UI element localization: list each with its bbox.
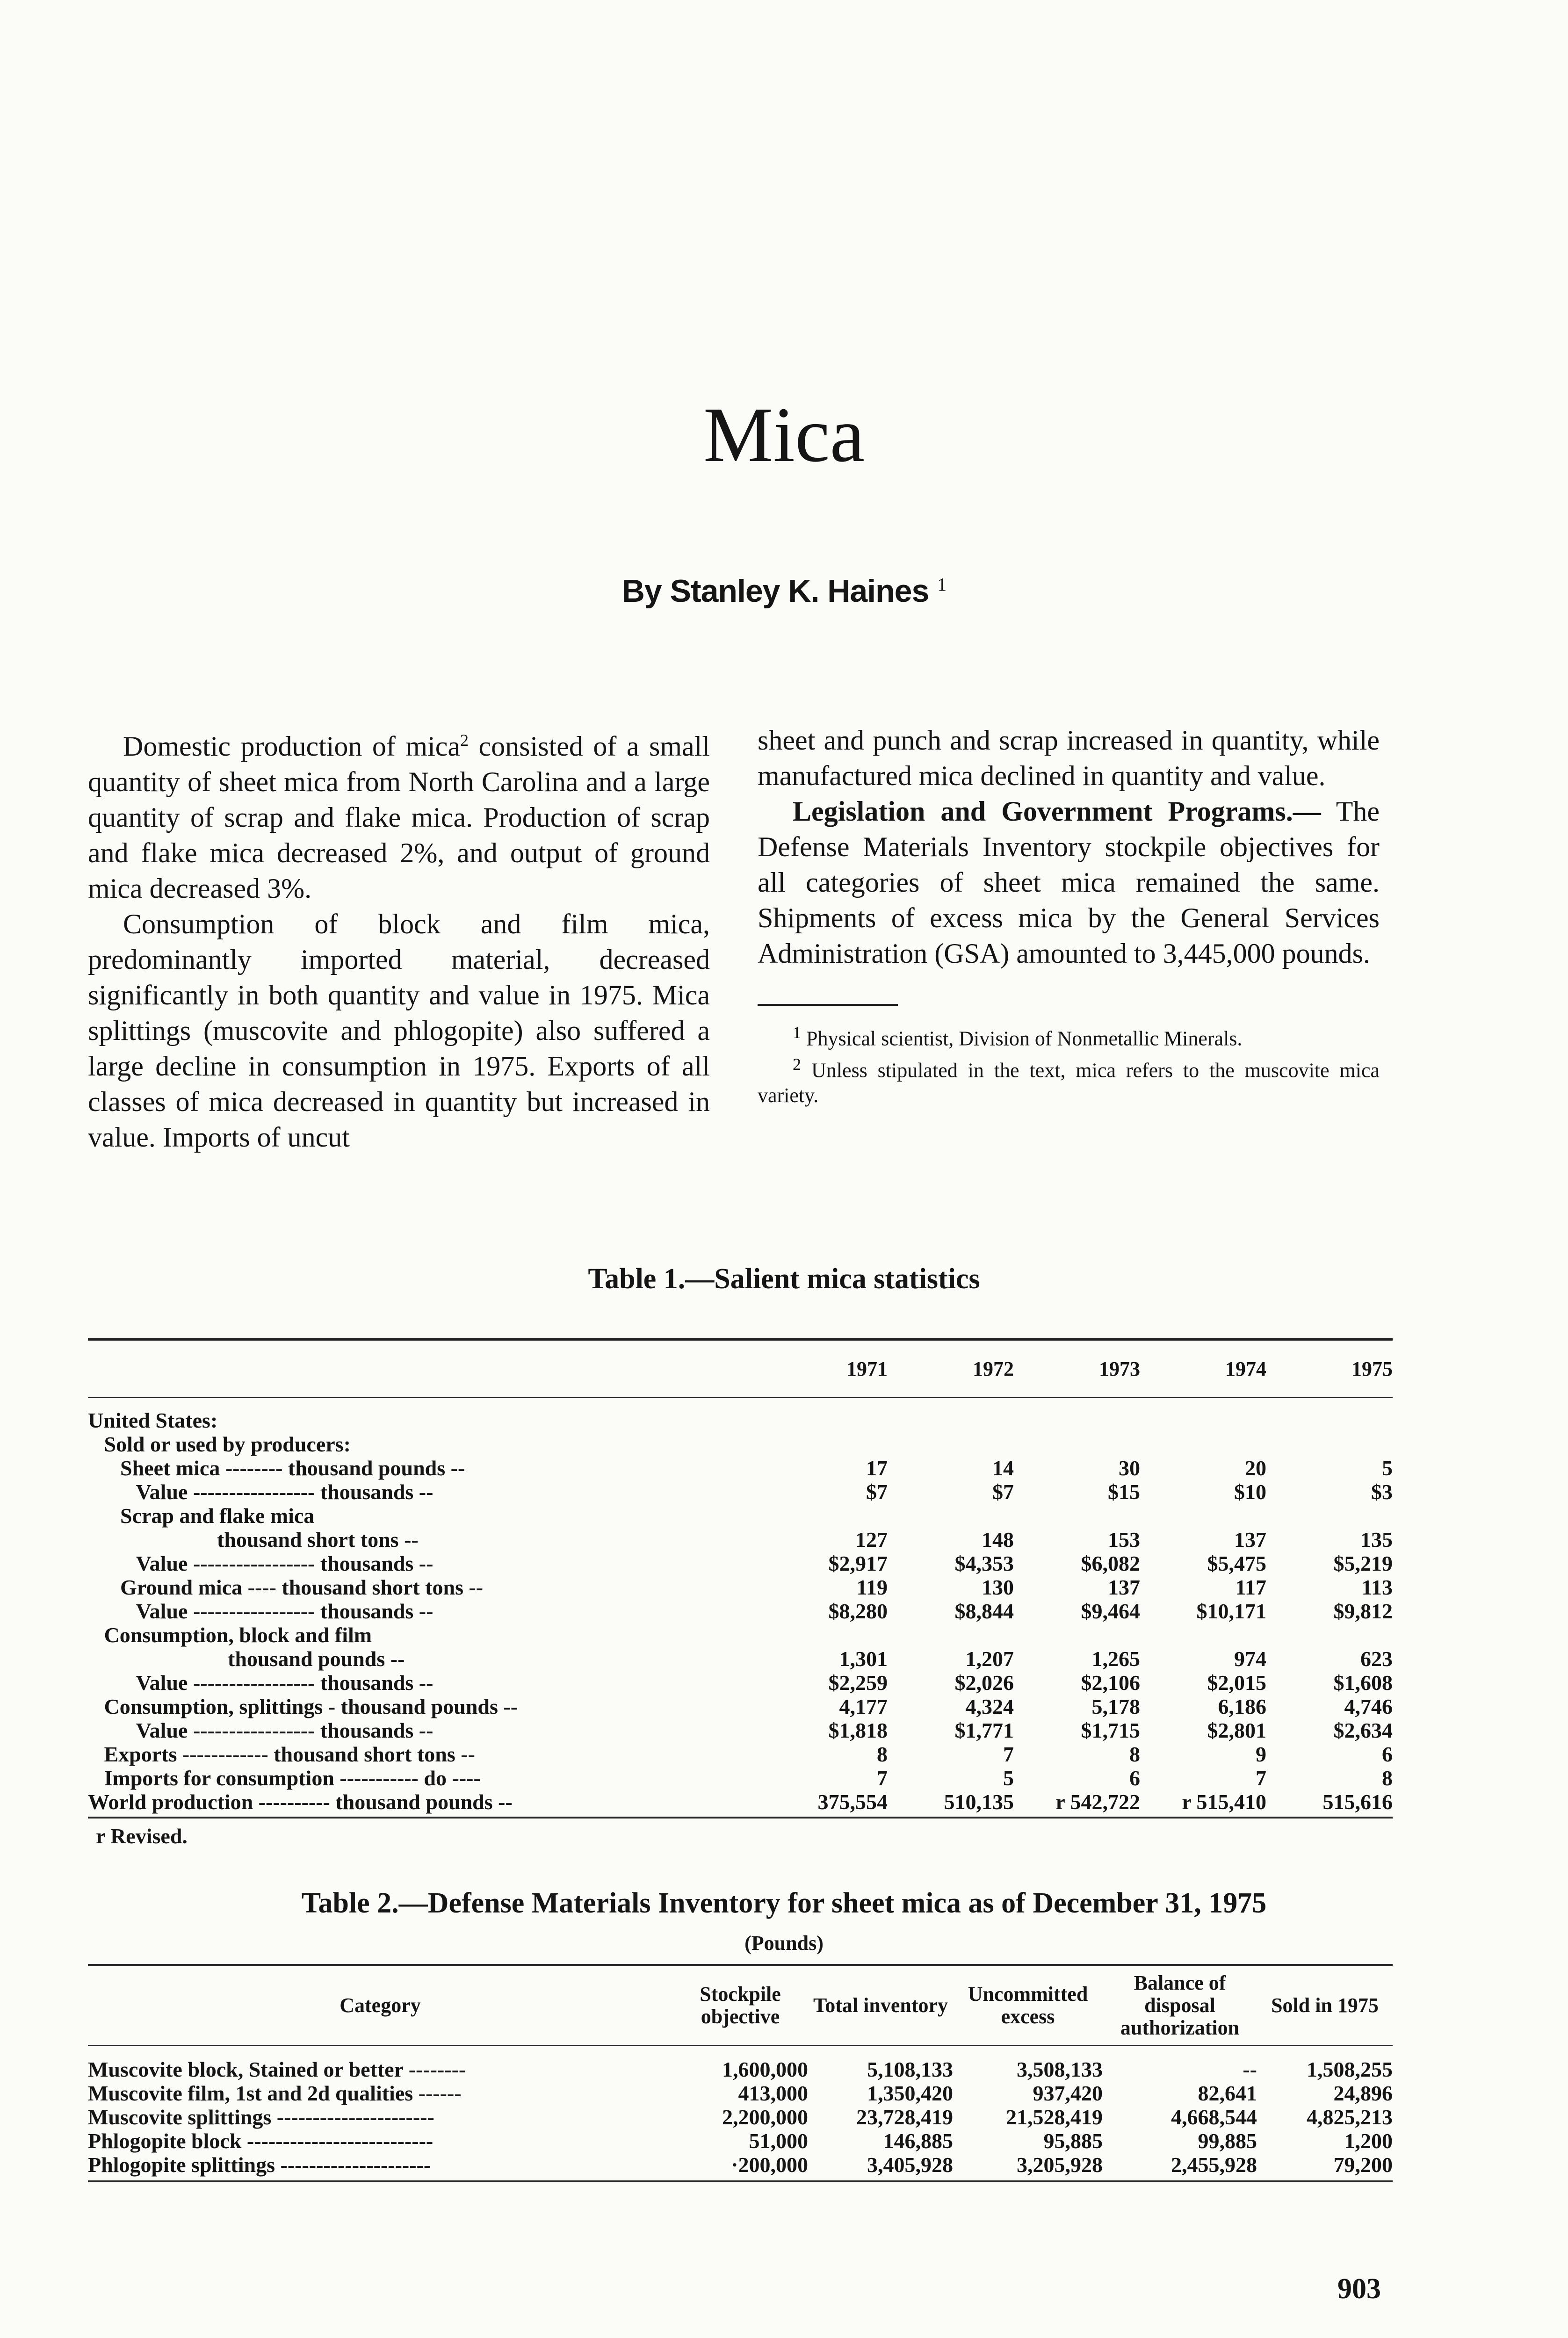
table1-cell: $2,634: [1333, 1718, 1393, 1742]
table1-cell: $15: [1108, 1480, 1140, 1504]
table2-defense-inventory: [88, 1964, 1393, 2182]
table1-row: [88, 1695, 1393, 1718]
table2-header-uncommitted: Uncommitted excess: [953, 1965, 1103, 2046]
table1-cell: [761, 1398, 888, 1433]
table1-cell: [1266, 1623, 1393, 1647]
table2-row: [88, 2129, 1393, 2153]
table1-cell: [888, 1623, 1014, 1647]
table1-cell: $8,280: [828, 1599, 888, 1623]
table1-cell: 137: [1234, 1528, 1266, 1551]
table2-cell: 95,885: [1043, 2129, 1103, 2153]
section-heading: Legislation and Government Programs.—: [793, 796, 1321, 827]
table1-row-label: Value ----------------- thousands --: [88, 1480, 434, 1504]
table1-cell: 510,135: [888, 1790, 1014, 1818]
table1-header-blank: [88, 1340, 761, 1398]
table1-row-label: Exports ------------ thousand short tons --: [88, 1742, 475, 1766]
table2-header-sold: Sold in 1975: [1257, 1965, 1393, 2046]
table1-cell: $5,219: [1333, 1551, 1393, 1575]
table1-cell: $1,771: [954, 1718, 1014, 1742]
table2-category: Muscovite film, 1st and 2d qualities ------: [88, 2081, 462, 2105]
table1-cell: $10,171: [1196, 1599, 1266, 1623]
table2-header-stockpile: Stockpile objective: [672, 1965, 808, 2046]
table1-row-label: Sold or used by producers:: [88, 1432, 351, 1456]
paragraph-production: Domestic production of mica$^2$ consisted of a small quantity of sheet mica from North Carolina and a large quantity of scrap and flake mica. Production of scrap and flake mica decreased 2%, and output of ground mica decreased 3%.: [88, 731, 710, 904]
table2-category: Muscovite splittings ----------------------: [88, 2105, 434, 2129]
table1-row-label: Scrap and flake mica: [88, 1504, 315, 1528]
table1-cell: $3: [1371, 1480, 1393, 1504]
table1-row: [88, 1456, 1393, 1480]
table1-cell: 8: [877, 1742, 888, 1766]
table1-cell: 6,186: [1218, 1695, 1266, 1718]
table2-cell: 24,896: [1333, 2081, 1393, 2105]
table1-cell: 375,554: [761, 1790, 888, 1818]
table1-cell: 137: [1108, 1575, 1140, 1599]
table2-caption: Table 2.—Defense Materials Inventory for sheet mica as of December 31, 1975: [301, 1887, 1267, 1919]
table1-cell: [761, 1504, 888, 1528]
table1-cell: 135: [1360, 1528, 1393, 1551]
table1-cell: [1014, 1398, 1140, 1433]
table2-row: [88, 2046, 1393, 2082]
table2-cell: 79,200: [1257, 2153, 1393, 2181]
table1-cell: 4,324: [965, 1695, 1014, 1718]
table1-cell: [1140, 1398, 1266, 1433]
table1-row-label: World production ---------- thousand pounds --: [88, 1790, 761, 1818]
table1-row: [88, 1504, 1393, 1528]
table1-cell: $2,026: [954, 1671, 1014, 1695]
table1-cell: 113: [1361, 1575, 1393, 1599]
table1-row-label: thousand pounds --: [88, 1647, 405, 1671]
table1-cell: [1266, 1432, 1393, 1456]
footnote-ref: 2: [460, 731, 469, 750]
table1-cell: r 542,722: [1014, 1790, 1140, 1818]
table1-cell: [1140, 1504, 1266, 1528]
table1-cell: [1140, 1432, 1266, 1456]
left-column: [88, 722, 710, 1155]
table2-cell: 1,350,420: [867, 2081, 953, 2105]
paragraph-imports: sheet and punch and scrap increased in quantity, while manufactured mica declined in quantity and value.: [758, 725, 1380, 791]
table2-category: Phlogopite splittings ---------------------: [88, 2153, 672, 2181]
table1-year-header: 1975: [1266, 1340, 1393, 1398]
table1-cell: r 515,410: [1140, 1790, 1266, 1818]
paragraph-legislation: Legislation and Government Programs.— The Defense Materials Inventory stockpile objectives for all categories of sheet mica remained the same. Shipments of excess mica by the General Services Administration (GSA) amounted to 3,445,000 pounds.: [758, 796, 1380, 969]
table1-row-label: Consumption, splittings - thousand pounds --: [88, 1695, 518, 1718]
table1-cell: 127: [855, 1528, 888, 1551]
table2-category: Muscovite block, Stained or better --------: [88, 2057, 466, 2081]
table1-cell: 7: [1003, 1742, 1014, 1766]
table1-cell: 153: [1108, 1528, 1140, 1551]
table2-cell: 1,508,255: [1307, 2057, 1393, 2081]
table1-cell: 6: [1129, 1766, 1140, 1790]
table2-body: [88, 2046, 1393, 2182]
table1-row-label: Value ----------------- thousands --: [88, 1718, 434, 1742]
table1-cell: $1,818: [828, 1718, 888, 1742]
table1-cell: 1,301: [839, 1647, 888, 1671]
table2-cell: 4,668,544: [1171, 2105, 1257, 2129]
table1-cell: 7: [1256, 1766, 1266, 1790]
table1-cell: $2,801: [1207, 1718, 1266, 1742]
table1-cell: [1014, 1623, 1140, 1647]
table2-cell: 82,641: [1198, 2081, 1257, 2105]
table1-row: [88, 1575, 1393, 1599]
author-name: By Stanley K. Haines: [621, 573, 929, 609]
table1-cell: $9,464: [1081, 1599, 1140, 1623]
table1-cell: 5: [1003, 1766, 1014, 1790]
table1-year-header: 1971: [761, 1340, 888, 1398]
right-column: [758, 722, 1380, 1108]
table1-cell: [1014, 1432, 1140, 1456]
table1-cell: 119: [856, 1575, 888, 1599]
table1-year-header: 1974: [1140, 1340, 1266, 1398]
table2-cell: 2,455,928: [1103, 2153, 1257, 2181]
table1-cell: $6,082: [1081, 1551, 1140, 1575]
table1-cell: $2,015: [1207, 1671, 1266, 1695]
table2-cell: 23,728,419: [856, 2105, 953, 2129]
table1-row-label: Ground mica ---- thousand short tons --: [88, 1575, 484, 1599]
table1-cell: $8,844: [954, 1599, 1014, 1623]
table1-row: [88, 1742, 1393, 1766]
table1-row: [88, 1766, 1393, 1790]
table2-cell: 3,405,928: [808, 2153, 953, 2181]
table1-salient-statistics: [88, 1338, 1393, 1818]
table1-cell: 14: [992, 1456, 1014, 1480]
table1-cell: 6: [1382, 1742, 1393, 1766]
table1-caption: Table 1.—Salient mica statistics: [588, 1263, 980, 1295]
table1-cell: $9,812: [1333, 1599, 1393, 1623]
byline: [0, 573, 1568, 609]
table2-header-inventory: Total inventory: [808, 1965, 953, 2046]
table1-cell: 9: [1256, 1742, 1266, 1766]
table1-cell: 8: [1129, 1742, 1140, 1766]
footnote-2: $^2$ Unless stipulated in the text, mica refers to the muscovite mica variety.: [758, 1054, 1380, 1107]
table1-cell: $5,475: [1207, 1551, 1266, 1575]
table1-cell: 130: [982, 1575, 1014, 1599]
table2-cell: 51,000: [749, 2129, 808, 2153]
table2-cell: ·200,000: [672, 2153, 808, 2181]
table1-cell: 4,177: [839, 1695, 888, 1718]
table1-cell: [1266, 1398, 1393, 1433]
table1-cell: 30: [1119, 1456, 1140, 1480]
table2-cell: 3,508,133: [1017, 2057, 1103, 2081]
table1-row-label: Value ----------------- thousands --: [88, 1599, 434, 1623]
footnote-divider: [758, 1004, 898, 1006]
table2-cell: 99,885: [1198, 2129, 1257, 2153]
table2-cell: 3,205,928: [953, 2153, 1103, 2181]
table1-row-label: thousand short tons --: [88, 1528, 419, 1551]
table1-row-label: Consumption, block and film: [88, 1623, 372, 1647]
table1-note: r Revised.: [96, 1824, 188, 1848]
table1-cell: [1266, 1504, 1393, 1528]
table1-row: [88, 1671, 1393, 1695]
footnote-ref: 1: [937, 574, 947, 595]
table2-cell: --: [1243, 2057, 1257, 2081]
table2-cell: 413,000: [738, 2081, 808, 2105]
table1-cell: $2,917: [828, 1551, 888, 1575]
table1-row-label: Imports for consumption ----------- do ----: [88, 1766, 481, 1790]
table1-row: [88, 1718, 1393, 1742]
table1-cell: [888, 1432, 1014, 1456]
table1-cell: 1,265: [1091, 1647, 1140, 1671]
table1-row: [88, 1432, 1393, 1456]
table2-cell: 1,200: [1344, 2129, 1393, 2153]
table2-cell: 5,108,133: [867, 2057, 953, 2081]
table1-cell: 117: [1235, 1575, 1266, 1599]
table1-header-row: [88, 1340, 1393, 1398]
table2-header-balance: Balance of disposal authorization: [1103, 1965, 1257, 2046]
table1-cell: [888, 1504, 1014, 1528]
paragraph-consumption: Consumption of block and film mica, predominantly imported material, decreased significantly in both quantity and value in 1975. Mica splittings (muscovite and phlogopite) also suffered a large decline in consumption in 1975. Exports of all classes of mica decreased in quantity but increased in value. Imports of uncut: [88, 909, 710, 1153]
table1-cell: [761, 1623, 888, 1647]
table2-cell: 4,825,213: [1307, 2105, 1393, 2129]
table2-units: (Pounds): [744, 1932, 824, 1955]
table1-cell: [761, 1432, 888, 1456]
table1-cell: $1,608: [1333, 1671, 1393, 1695]
table1-cell: 5,178: [1091, 1695, 1140, 1718]
table1-year-header: 1973: [1014, 1340, 1140, 1398]
table1-cell: [1140, 1623, 1266, 1647]
page-number: 903: [1337, 2273, 1381, 2305]
table1-cell: $2,259: [828, 1671, 888, 1695]
table1-cell: 4,746: [1344, 1695, 1393, 1718]
footnote-1: $^1$ Physical scientist, Division of Nonmetallic Minerals.: [793, 1023, 1243, 1050]
table1-cell: $7: [866, 1480, 888, 1504]
table1-row-label: Value ----------------- thousands --: [88, 1671, 434, 1695]
table1-cell: $4,353: [954, 1551, 1014, 1575]
table1-year-header: 1972: [888, 1340, 1014, 1398]
table2-cell: 937,420: [1033, 2081, 1103, 2105]
table2-category: Phlogopite block --------------------------: [88, 2129, 434, 2153]
table1-cell: 1,207: [965, 1647, 1014, 1671]
table1-cell: 8: [1382, 1766, 1393, 1790]
table1-cell: 148: [982, 1528, 1014, 1551]
table1-cell: $10: [1234, 1480, 1266, 1504]
table2-cell: 2,200,000: [722, 2105, 808, 2129]
table2-header-category: Category: [88, 1965, 672, 2046]
table1-cell: [888, 1398, 1014, 1433]
table1-row: [88, 1647, 1393, 1671]
table2-header-row: [88, 1965, 1393, 2046]
table1-cell: 5: [1382, 1456, 1393, 1480]
table1-row: [88, 1528, 1393, 1551]
table1-row: [88, 1623, 1393, 1647]
table2-row: [88, 2153, 1393, 2181]
table1-row: [88, 1398, 1393, 1433]
table1-cell: 974: [1234, 1647, 1266, 1671]
table1-cell: [1014, 1504, 1140, 1528]
page-title: Mica: [703, 391, 865, 478]
table1-row: [88, 1790, 1393, 1818]
table1-body: [88, 1398, 1393, 1818]
table1-cell: 17: [866, 1456, 888, 1480]
table1-row-label: Value ----------------- thousands --: [88, 1551, 434, 1575]
table1-cell: $7: [992, 1480, 1014, 1504]
table1-row: [88, 1551, 1393, 1575]
table1-row: [88, 1599, 1393, 1623]
table1-row-label: United States:: [88, 1408, 218, 1432]
table1-cell: $1,715: [1081, 1718, 1140, 1742]
table1-cell: 7: [877, 1766, 888, 1790]
table2-row: [88, 2105, 1393, 2129]
table1-cell: 20: [1245, 1456, 1266, 1480]
table2-cell: 21,528,419: [1006, 2105, 1103, 2129]
table1-cell: $2,106: [1081, 1671, 1140, 1695]
table2-row: [88, 2081, 1393, 2105]
table1-cell: 515,616: [1266, 1790, 1393, 1818]
table1-row-label: Sheet mica -------- thousand pounds --: [88, 1456, 465, 1480]
table2-cell: 146,885: [883, 2129, 953, 2153]
table2-cell: 1,600,000: [722, 2057, 808, 2081]
table1-row: [88, 1480, 1393, 1504]
table1-cell: 623: [1360, 1647, 1393, 1671]
